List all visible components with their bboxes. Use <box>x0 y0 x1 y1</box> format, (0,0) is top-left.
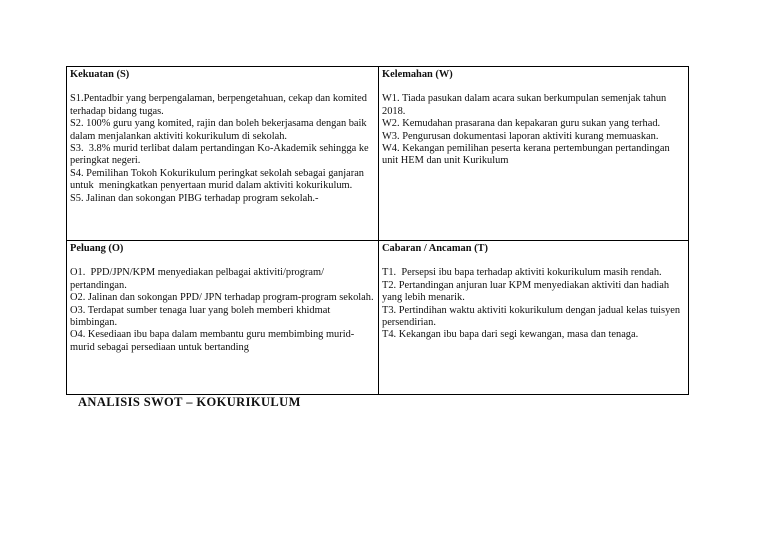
threat-item: T3. Pertindihan waktu aktiviti kokurikulum dengan jadual kelas tuisyen persendirian. <box>382 304 683 329</box>
weakness-item: W3. Pengurusan dokumentasi laporan aktiviti kurang memuaskan. <box>382 130 659 142</box>
document-title: ANALISIS SWOT – KOKURIKULUM <box>78 395 301 409</box>
weakness-item: W1. Tiada pasukan dalam acara sukan berkumpulan semenjak tahun 2018. <box>382 93 669 117</box>
opportunities-heading: Peluang (O) <box>70 243 124 254</box>
threat-item: T4. Kekangan ibu bapa dari segi kewangan, masa dan tenaga. <box>382 329 639 341</box>
threats-cell <box>378 240 688 394</box>
opportunity-item: O1. PPD/JPN/KPM menyediakan pelbagai aktiviti/program/ pertandingan. <box>70 267 327 291</box>
opportunity-item: O2. Jalinan dan sokongan PPD/ JPN terhadap program-program sekolah. <box>70 292 374 304</box>
strength-item: S2. 100% guru yang komited, rajin dan boleh bekerjasama dengan baik dalam menjalankan aktiviti kokurikulum di sekolah. <box>70 118 370 142</box>
strengths-heading: Kekuatan (S) <box>70 69 130 80</box>
strength-item: S1.Pentadbir yang berpengalaman, berpengetahuan, cekap dan komited terhadap bidang tugas. <box>70 93 370 117</box>
strength-item: S5. Jalinan dan sokongan PIBG terhadap program sekolah.- <box>70 192 319 204</box>
opportunity-item: O4. Kesediaan ibu bapa dalam membantu guru membimbing murid-murid sebagai persediaan untuk bertanding <box>70 329 355 353</box>
opportunities-cell <box>67 240 378 394</box>
strength-item: S4. Pemilihan Tokoh Kokurikulum peringkat sekolah sebagai ganjaran untuk meningkatkan penyertaan murid dalam aktiviti kokurikulum. <box>70 167 367 192</box>
swot-table <box>66 66 689 395</box>
strength-item: S3. 3.8% murid terlibat dalam pertandingan Ko-Akademik sehingga ke peringkat negeri. <box>70 143 372 167</box>
weakness-item: W4. Kekangan pemilihan peserta kerana pertembungan pertandingan unit HEM dan unit Kurikulum <box>382 143 673 167</box>
threats-heading: Cabaran / Ancaman (T) <box>382 243 488 254</box>
weaknesses-cell <box>378 67 688 240</box>
weaknesses-heading: Kelemahan (W) <box>382 69 453 80</box>
weakness-item: W2. Kemudahan prasarana dan kepakaran guru sukan yang terhad. <box>382 118 661 130</box>
threat-item: T1. Persepsi ibu bapa terhadap aktiviti kokurikulum masih rendah. <box>382 267 662 279</box>
strengths-cell <box>67 67 378 240</box>
opportunity-item: O3. Terdapat sumber tenaga luar yang boleh memberi khidmat bimbingan. <box>70 304 333 329</box>
threat-item: T2. Pertandingan anjuran luar KPM menyediakan aktiviti dan hadiah yang lebih menarik. <box>382 279 672 304</box>
